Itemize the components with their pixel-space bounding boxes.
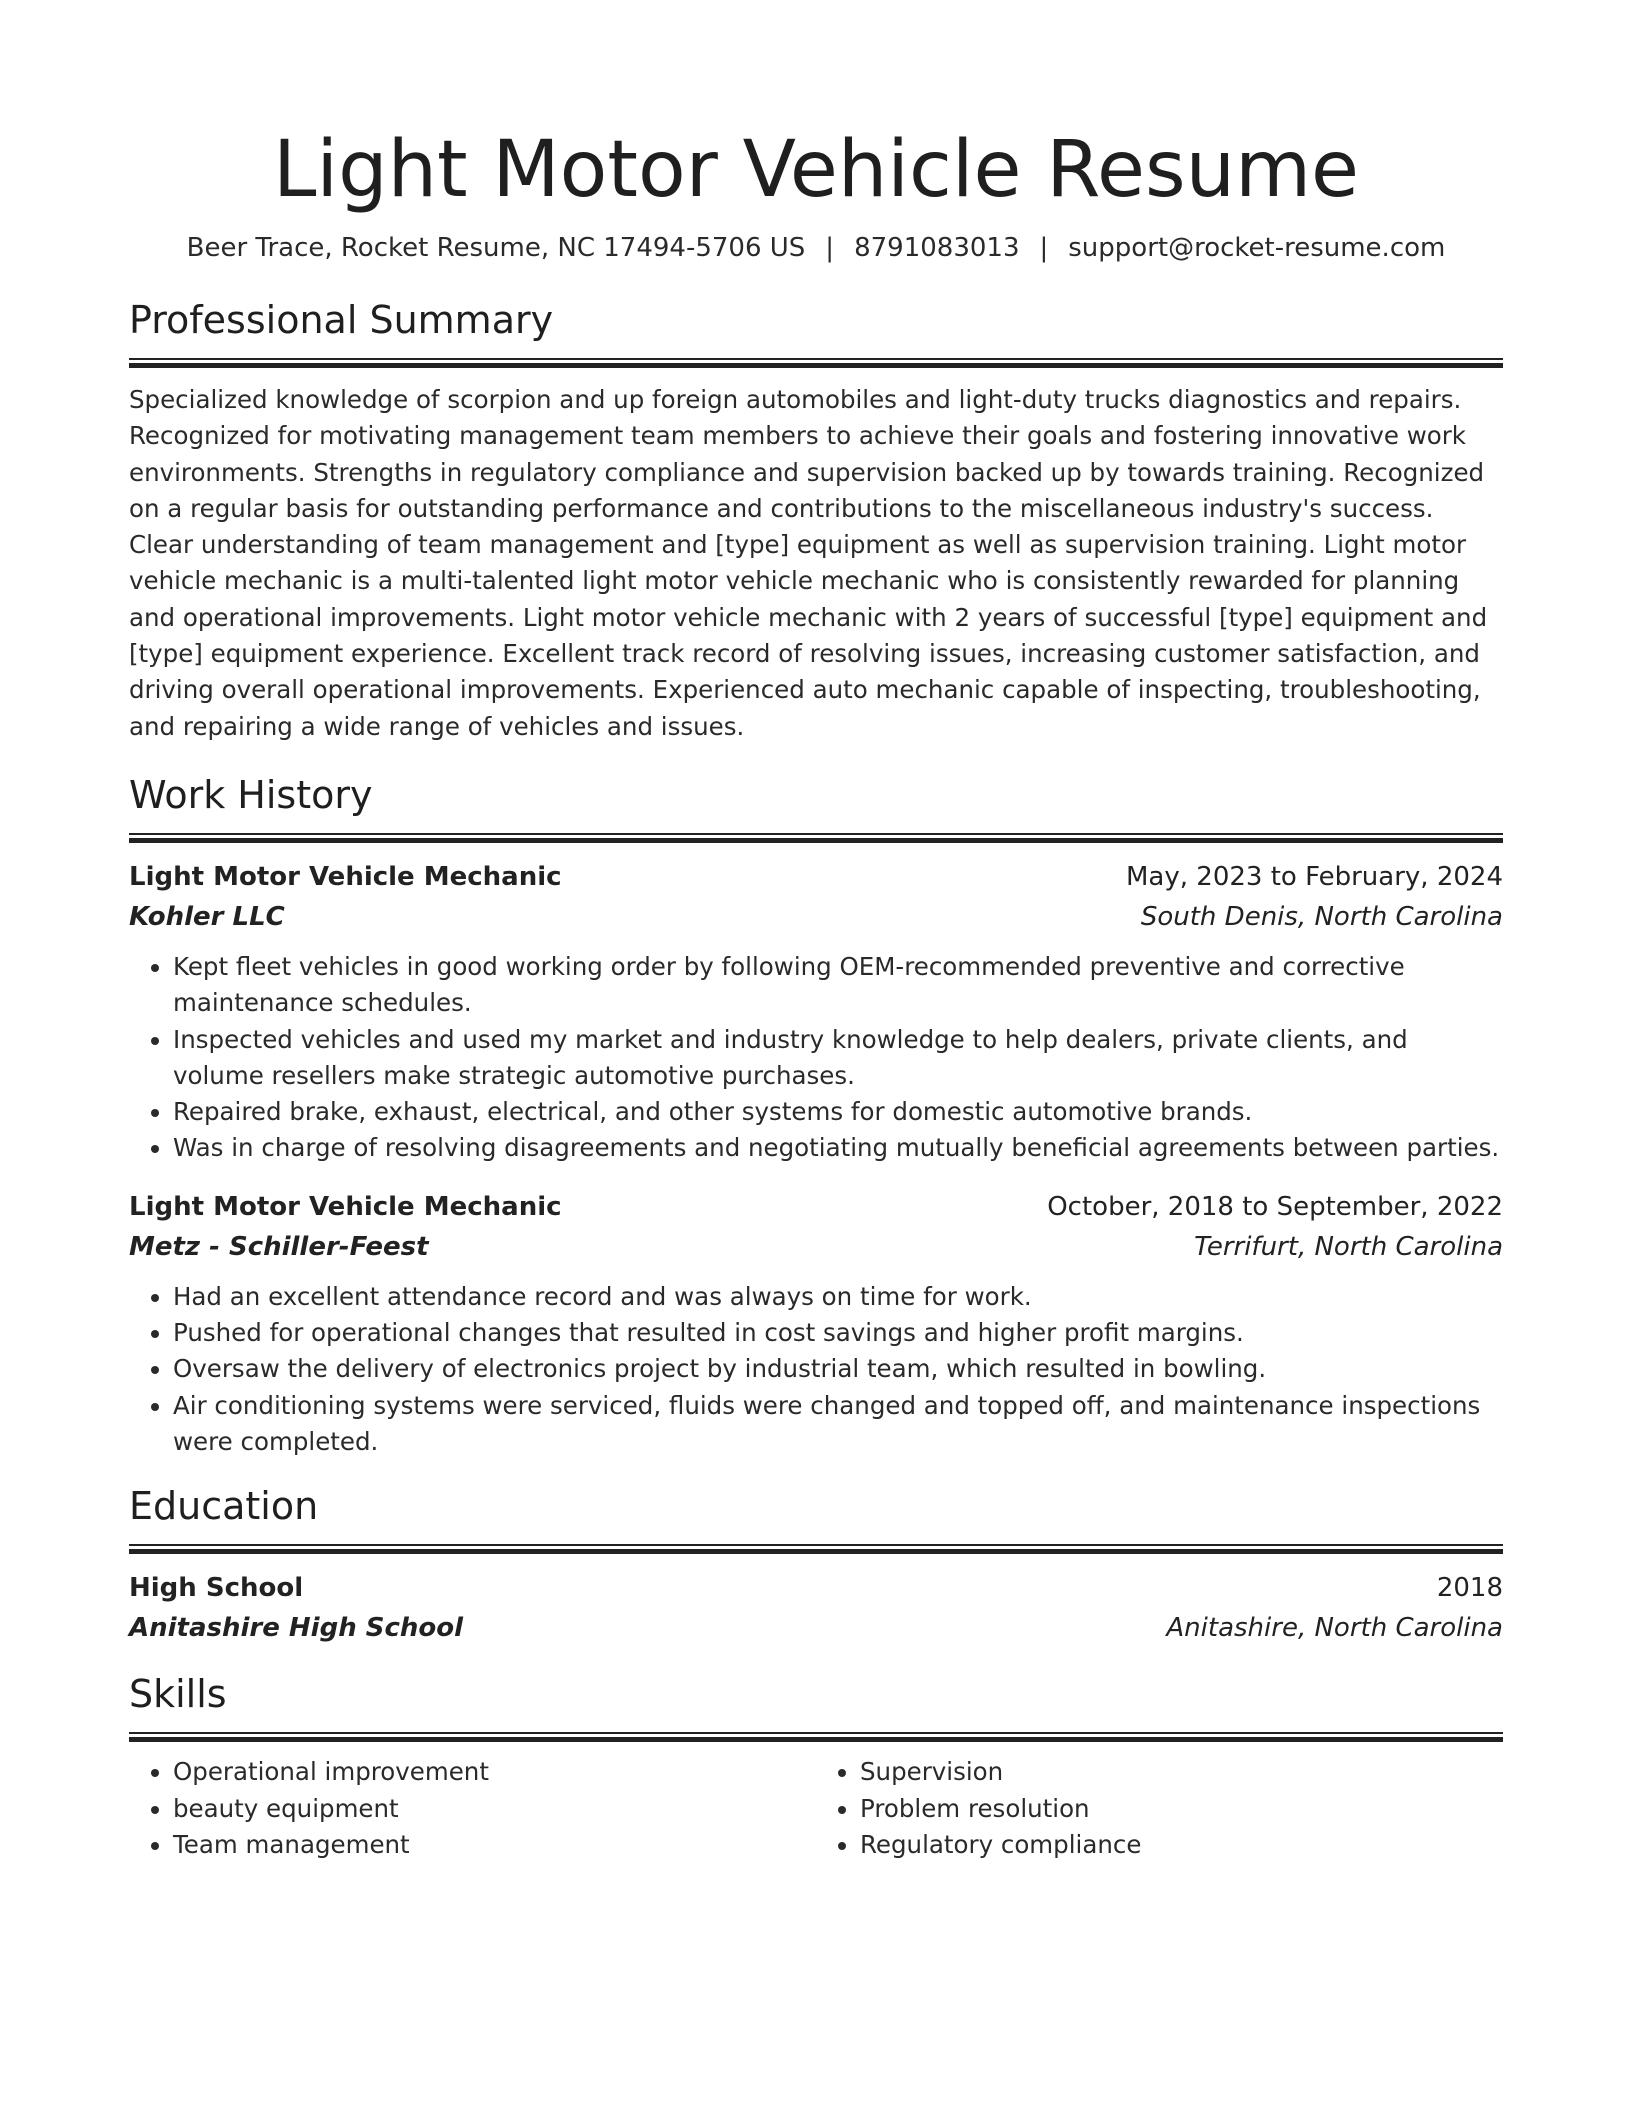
work-history-section bbox=[129, 771, 1503, 1460]
job-title: Light Motor Vehicle Mechanic bbox=[129, 861, 562, 892]
contact-separator: | bbox=[1039, 233, 1049, 263]
job-location: Terrifurt, North Carolina bbox=[1194, 1231, 1503, 1262]
summary-text: Specialized knowledge of scorpion and up foreign automobiles and light-duty trucks diagnostics and repairs. Recognized for motivating management team members to achieve their goals and fostering innovative work environments. Strengths in regulatory compliance and supervision backed up by towards training. Recognized on a regular basis for outstanding performance and contributions to the miscellaneous industry's success. Clear understanding of team management and [type] equipment as well as supervision training. Light motor vehicle mechanic is a multi-talented light motor vehicle mechanic who is consistently rewarded for planning and operational improvements. Light motor vehicle mechanic with 2 years of successful [type] equipment and [type] equipment experience. Excellent track record of resolving issues, increasing customer satisfaction, and driving overall operational improvements. Experienced auto mechanic capable of inspecting, troubleshooting, and repairing a wide range of vehicles and issues. bbox=[129, 385, 1488, 741]
contact-separator: | bbox=[825, 233, 835, 263]
list-item: • Air conditioning systems were serviced, fluids were changed and topped off, and maintenance inspections were completed. bbox=[173, 1388, 1503, 1461]
job-entry bbox=[129, 1187, 1503, 1460]
education-school: Anitashire High School bbox=[129, 1613, 464, 1644]
work-history-heading: Work History bbox=[129, 772, 373, 817]
job-dates: October, 2018 to September, 2022 bbox=[1047, 1191, 1503, 1222]
section-divider bbox=[129, 358, 1503, 368]
skills-grid bbox=[129, 1754, 1503, 1863]
education-header-row bbox=[129, 1568, 1503, 1608]
summary-section bbox=[129, 296, 1503, 745]
job-header-row bbox=[129, 857, 1503, 897]
education-degree: High School bbox=[129, 1573, 304, 1604]
section-divider bbox=[129, 1544, 1503, 1554]
skills-list-right bbox=[816, 1754, 1503, 1863]
section-divider bbox=[129, 1732, 1503, 1742]
list-item: • Operational improvement bbox=[173, 1754, 816, 1790]
list-item: • Supervision bbox=[860, 1754, 1503, 1790]
list-item: • Was in charge of resolving disagreements and negotiating mutually beneficial agreements between parties. bbox=[173, 1130, 1503, 1166]
section-divider bbox=[129, 833, 1503, 843]
contact-phone: 8791083013 bbox=[854, 233, 1020, 263]
contact-line bbox=[129, 230, 1503, 266]
job-bullets bbox=[129, 949, 1503, 1167]
list-item: • Inspected vehicles and used my market and industry knowledge to help dealers, private clients, and volume resellers make strategic automotive purchases. bbox=[173, 1022, 1503, 1095]
list-item: • Regulatory compliance bbox=[860, 1827, 1503, 1863]
contact-address: Beer Trace, Rocket Resume, NC 17494-5706 US bbox=[186, 233, 806, 263]
job-bullets bbox=[129, 1279, 1503, 1460]
skills-heading: Skills bbox=[129, 1672, 227, 1717]
list-item: • beauty equipment bbox=[173, 1791, 816, 1827]
education-heading: Education bbox=[129, 1484, 319, 1529]
resume-title: Light Motor Vehicle Resume bbox=[272, 125, 1360, 215]
list-item: • Kept fleet vehicles in good working order by following OEM-recommended preventive and corrective maintenance schedules. bbox=[173, 949, 1503, 1022]
list-item: • Oversaw the delivery of electronics project by industrial team, which resulted in bowling. bbox=[173, 1351, 1503, 1387]
education-section bbox=[129, 1482, 1503, 1648]
education-location: Anitashire, North Carolina bbox=[1166, 1613, 1503, 1644]
education-school-row bbox=[129, 1608, 1503, 1648]
job-company-row bbox=[129, 897, 1503, 937]
list-item: • Team management bbox=[173, 1827, 816, 1863]
list-item: • Repaired brake, exhaust, electrical, and other systems for domestic automotive brands. bbox=[173, 1094, 1503, 1130]
list-item: • Had an excellent attendance record and was always on time for work. bbox=[173, 1279, 1503, 1315]
education-year: 2018 bbox=[1436, 1573, 1503, 1604]
job-location: South Denis, North Carolina bbox=[1140, 901, 1503, 932]
job-title: Light Motor Vehicle Mechanic bbox=[129, 1191, 562, 1222]
list-item: • Pushed for operational changes that resulted in cost savings and higher profit margins. bbox=[173, 1315, 1503, 1351]
job-company: Metz - Schiller-Feest bbox=[129, 1231, 429, 1262]
job-dates: May, 2023 to February, 2024 bbox=[1126, 861, 1503, 892]
skills-list-left bbox=[129, 1754, 816, 1863]
job-company-row bbox=[129, 1227, 1503, 1267]
list-item: • Problem resolution bbox=[860, 1791, 1503, 1827]
skills-section bbox=[129, 1670, 1503, 1863]
job-entry bbox=[129, 857, 1503, 1167]
contact-email: support@rocket-resume.com bbox=[1068, 233, 1446, 263]
job-header-row bbox=[129, 1187, 1503, 1227]
job-company: Kohler LLC bbox=[129, 901, 285, 932]
education-entry bbox=[129, 1568, 1503, 1648]
summary-heading: Professional Summary bbox=[129, 298, 554, 342]
